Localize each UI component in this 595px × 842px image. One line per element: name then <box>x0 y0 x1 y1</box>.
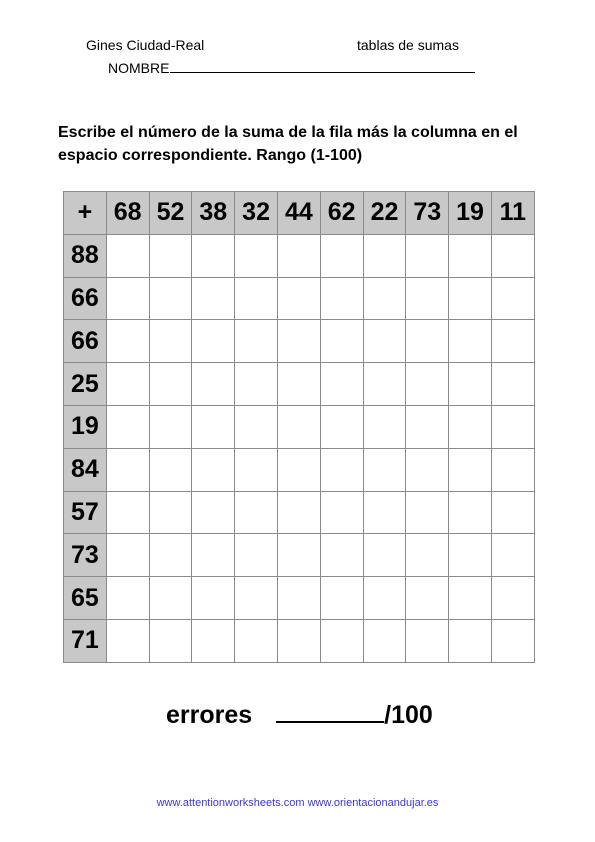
answer-cell[interactable] <box>235 277 278 320</box>
author-name: Gines Ciudad-Real <box>86 37 205 53</box>
answer-cell[interactable] <box>491 320 534 363</box>
answer-cell[interactable] <box>192 491 235 534</box>
answer-cell[interactable] <box>491 448 534 491</box>
column-header-2: 38 <box>192 192 235 235</box>
answer-cell[interactable] <box>320 405 363 448</box>
answer-cell[interactable] <box>149 534 192 577</box>
answer-cell[interactable] <box>449 320 492 363</box>
table-row <box>64 363 535 406</box>
column-header-4: 44 <box>277 192 320 235</box>
answer-cell[interactable] <box>106 405 149 448</box>
answer-cell[interactable] <box>106 534 149 577</box>
answer-cell[interactable] <box>449 363 492 406</box>
table-row <box>64 405 535 448</box>
name-field <box>108 58 475 76</box>
answer-cell[interactable] <box>406 320 449 363</box>
answer-cell[interactable] <box>491 577 534 620</box>
table-row <box>64 491 535 534</box>
answer-cell[interactable] <box>149 320 192 363</box>
answer-cell[interactable] <box>491 363 534 406</box>
answer-cell[interactable] <box>363 405 406 448</box>
answer-cell[interactable] <box>491 405 534 448</box>
answer-cell[interactable] <box>235 320 278 363</box>
answer-cell[interactable] <box>106 448 149 491</box>
answer-cell[interactable] <box>235 577 278 620</box>
table-row <box>64 234 535 277</box>
answer-cell[interactable] <box>320 363 363 406</box>
answer-cell[interactable] <box>192 277 235 320</box>
answer-cell[interactable] <box>363 534 406 577</box>
row-header-3: 25 <box>64 363 107 406</box>
answer-cell[interactable] <box>320 234 363 277</box>
footer-links: www.attentionworksheets.com www.orientacionandujar.es <box>156 797 439 809</box>
answer-cell[interactable] <box>235 234 278 277</box>
column-header-9: 11 <box>491 192 534 235</box>
answer-cell[interactable] <box>235 363 278 406</box>
answer-cell[interactable] <box>363 234 406 277</box>
answer-cell[interactable] <box>106 491 149 534</box>
answer-cell[interactable] <box>406 448 449 491</box>
answer-cell[interactable] <box>406 405 449 448</box>
errors-blank-line[interactable] <box>276 699 384 723</box>
answer-cell[interactable] <box>277 405 320 448</box>
answer-cell[interactable] <box>149 234 192 277</box>
answer-cell[interactable] <box>406 363 449 406</box>
header-row <box>64 192 535 235</box>
answer-cell[interactable] <box>406 234 449 277</box>
errors-score <box>166 699 433 730</box>
answer-cell[interactable] <box>449 448 492 491</box>
row-header-2: 66 <box>64 320 107 363</box>
table-row <box>64 577 535 620</box>
answer-cell[interactable] <box>106 577 149 620</box>
table-row <box>64 320 535 363</box>
answer-cell[interactable] <box>149 448 192 491</box>
answer-cell[interactable] <box>192 405 235 448</box>
answer-cell[interactable] <box>235 405 278 448</box>
answer-cell[interactable] <box>491 234 534 277</box>
answer-cell[interactable] <box>363 363 406 406</box>
answer-cell[interactable] <box>192 320 235 363</box>
answer-cell[interactable] <box>277 320 320 363</box>
table-row <box>64 448 535 491</box>
answer-cell[interactable] <box>149 405 192 448</box>
row-header-5: 84 <box>64 448 107 491</box>
answer-cell[interactable] <box>449 405 492 448</box>
column-header-1: 52 <box>149 192 192 235</box>
errors-total: /100 <box>384 701 433 729</box>
answer-cell[interactable] <box>149 277 192 320</box>
row-header-6: 57 <box>64 491 107 534</box>
answer-cell[interactable] <box>277 448 320 491</box>
answer-cell[interactable] <box>192 448 235 491</box>
answer-cell[interactable] <box>320 491 363 534</box>
answer-cell[interactable] <box>363 320 406 363</box>
column-header-6: 22 <box>363 192 406 235</box>
column-header-0: 68 <box>106 192 149 235</box>
answer-cell[interactable] <box>277 363 320 406</box>
operator-cell: + <box>64 192 107 235</box>
answer-cell[interactable] <box>106 234 149 277</box>
answer-cell[interactable] <box>149 491 192 534</box>
table-row <box>64 619 535 662</box>
answer-cell[interactable] <box>192 577 235 620</box>
answer-cell[interactable] <box>491 619 534 662</box>
answer-cell[interactable] <box>320 448 363 491</box>
answer-cell[interactable] <box>149 619 192 662</box>
instructions-text: Escribe el número de la suma de la fila más la columna en el espacio correspondiente. Rango (1-100) <box>58 124 518 164</box>
answer-cell[interactable] <box>106 619 149 662</box>
column-header-3: 32 <box>235 192 278 235</box>
answer-cell[interactable] <box>491 534 534 577</box>
answer-cell[interactable] <box>491 277 534 320</box>
row-header-8: 65 <box>64 577 107 620</box>
answer-cell[interactable] <box>406 277 449 320</box>
row-header-0: 88 <box>64 234 107 277</box>
answer-cell[interactable] <box>235 448 278 491</box>
row-header-9: 71 <box>64 619 107 662</box>
answer-cell[interactable] <box>106 320 149 363</box>
answer-cell[interactable] <box>235 534 278 577</box>
answer-cell[interactable] <box>235 619 278 662</box>
answer-cell[interactable] <box>320 320 363 363</box>
answer-cell[interactable] <box>192 234 235 277</box>
row-header-1: 66 <box>64 277 107 320</box>
column-header-8: 19 <box>449 192 492 235</box>
addition-table <box>63 191 535 663</box>
answer-cell[interactable] <box>491 491 534 534</box>
column-header-7: 73 <box>406 192 449 235</box>
answer-cell[interactable] <box>106 277 149 320</box>
name-blank-line[interactable] <box>170 58 475 73</box>
table-row <box>64 277 535 320</box>
answer-cell[interactable] <box>277 234 320 277</box>
answer-cell[interactable] <box>235 491 278 534</box>
answer-cell[interactable] <box>406 577 449 620</box>
answer-cell[interactable] <box>406 619 449 662</box>
answer-cell[interactable] <box>277 619 320 662</box>
answer-cell[interactable] <box>449 277 492 320</box>
answer-cell[interactable] <box>363 577 406 620</box>
answer-cell[interactable] <box>192 363 235 406</box>
answer-cell[interactable] <box>320 277 363 320</box>
answer-cell[interactable] <box>363 619 406 662</box>
answer-cell[interactable] <box>406 491 449 534</box>
answer-cell[interactable] <box>449 234 492 277</box>
answer-cell[interactable] <box>363 491 406 534</box>
row-header-4: 19 <box>64 405 107 448</box>
answer-cell[interactable] <box>149 577 192 620</box>
worksheet-title: tablas de sumas <box>357 37 459 53</box>
row-header-7: 73 <box>64 534 107 577</box>
answer-cell[interactable] <box>277 491 320 534</box>
answer-cell[interactable] <box>149 363 192 406</box>
column-header-5: 62 <box>320 192 363 235</box>
answer-cell[interactable] <box>320 619 363 662</box>
errors-label: errores <box>166 701 253 729</box>
answer-cell[interactable] <box>449 534 492 577</box>
answer-cell[interactable] <box>192 534 235 577</box>
answer-cell[interactable] <box>320 534 363 577</box>
answer-cell[interactable] <box>449 619 492 662</box>
answer-cell[interactable] <box>449 577 492 620</box>
answer-cell[interactable] <box>449 491 492 534</box>
name-label: NOMBRE <box>108 60 170 76</box>
answer-cell[interactable] <box>406 534 449 577</box>
answer-cell[interactable] <box>192 619 235 662</box>
answer-cell[interactable] <box>320 577 363 620</box>
answer-cell[interactable] <box>363 277 406 320</box>
answer-cell[interactable] <box>106 363 149 406</box>
table-row <box>64 534 535 577</box>
answer-cell[interactable] <box>277 577 320 620</box>
answer-cell[interactable] <box>363 448 406 491</box>
answer-cell[interactable] <box>277 534 320 577</box>
answer-cell[interactable] <box>277 277 320 320</box>
